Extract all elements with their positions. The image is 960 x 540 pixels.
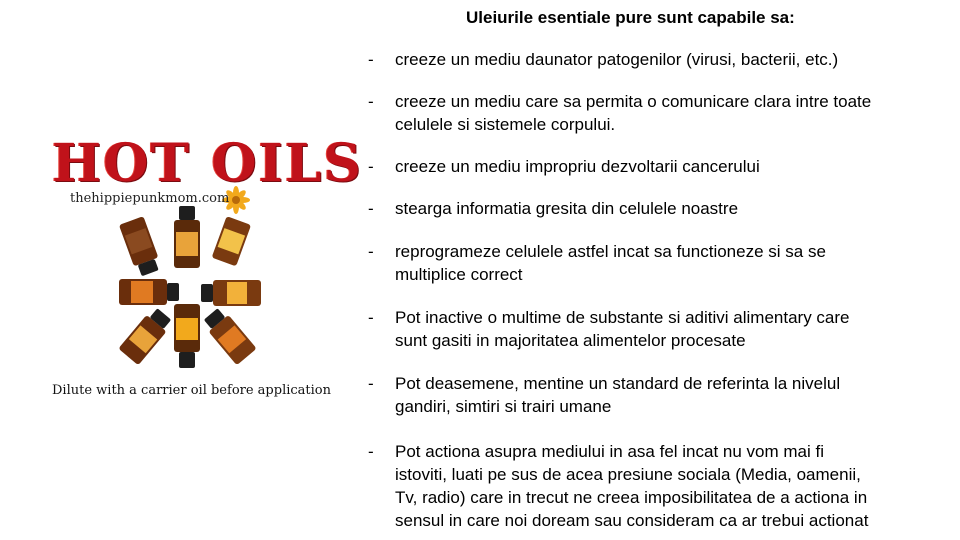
bullet-item [368,240,958,286]
bullet-item [368,155,958,178]
bullet-item [368,372,958,418]
bullet-dash: - [368,199,374,218]
bullet-dash: - [368,242,374,261]
essential-oil-bottle-icon [119,279,179,305]
essential-oil-bottle-icon [201,306,257,366]
bullet-item [368,440,958,532]
bullet-text: creeze un mediu impropriu dezvoltarii cancerului [395,157,760,176]
bullet-item [368,197,958,220]
hot-oils-image [40,125,363,415]
essential-oil-bottle-icon [174,304,200,368]
hot-oils-headline: HOT OILS [52,133,363,194]
bullet-text: creeze un mediu daunator patogenilor (virusi, bacterii, etc.) [395,50,839,69]
bullet-dash: - [368,157,374,176]
bullet-item [368,306,958,352]
essential-oil-bottle-icon [174,206,200,268]
bullet-text: Pot actiona asupra mediului in asa fel incat nu vom mai fi istoviti, luati pe sus de acea presiune sociala (Media, oamenii, Tv, radio) care in trecut ne creea imposibilitatea de a actiona in sensul in care noi doream sau consideram ca ar trebui actionat [395,442,869,530]
essential-oil-bottle-icon [119,216,163,278]
site-url: thehippiepunkmom.com [70,191,230,206]
bullet-text: creeze un mediu care sa permita o comunicare clara intre toate celulele si sistemele corpului. [395,92,872,134]
bullet-text: Pot inactive o multime de substante si aditivi alimentary care sunt gasiti in majoritatea alimentelor procesate [395,308,850,350]
bullet-text: stearga informatia gresita din celulele noastre [395,199,739,218]
bullet-text: Pot deasemene, mentine un standard de referinta la nivelul gandiri, simtiri si trairi umane [395,374,841,416]
bullet-item [368,90,958,136]
bullet-dash: - [368,374,374,393]
bullet-dash: - [368,92,374,111]
essential-oil-bottle-icon [212,216,251,266]
bullet-item [368,48,958,71]
essential-oil-bottle-icon [118,306,174,366]
dilute-caption: Dilute with a carrier oil before application [52,383,332,398]
slide-title: Uleiurile esentiale pure sunt capabile sa: [466,8,795,27]
bullet-text: reprogrameze celulele astfel incat sa functioneze si sa se multiplice correct [395,242,826,284]
bullet-dash: - [368,308,374,327]
bullet-dash: - [368,442,374,461]
bullet-dash: - [368,50,374,69]
essential-oil-bottle-icon [201,280,261,306]
